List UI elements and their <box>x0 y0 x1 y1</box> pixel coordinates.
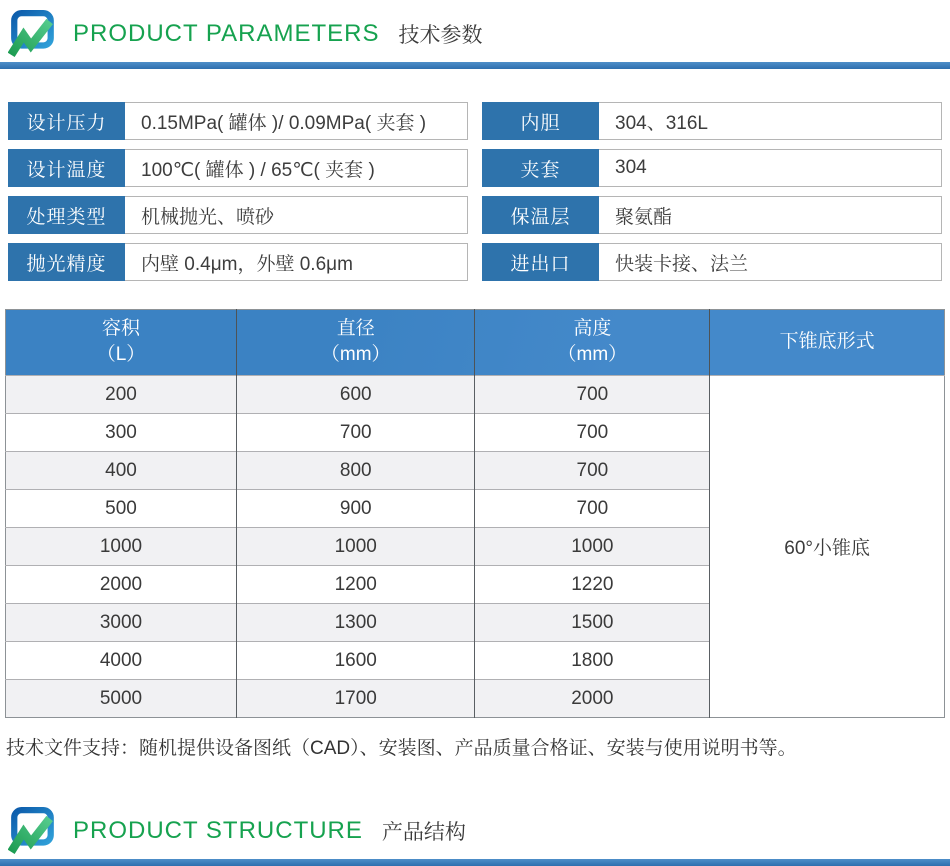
cone-type-cell: 60°小锥底 <box>710 376 945 718</box>
spec-value: 304、316L <box>599 102 942 140</box>
spec-label: 抛光精度 <box>8 243 125 281</box>
table-cell: 1000 <box>236 528 475 566</box>
table-cell: 200 <box>6 376 237 414</box>
table-cell: 700 <box>475 490 710 528</box>
table-cell: 700 <box>475 414 710 452</box>
spec-value: 快装卡接、法兰 <box>599 243 942 281</box>
column-header-line2: （mm） <box>320 343 391 365</box>
table-cell: 700 <box>475 376 710 414</box>
table-cell: 900 <box>236 490 475 528</box>
spec-label: 进出口 <box>482 243 599 281</box>
table-cell: 500 <box>6 490 237 528</box>
table-cell: 2000 <box>475 680 710 718</box>
table-cell: 700 <box>236 414 475 452</box>
table-cell: 600 <box>236 376 475 414</box>
section-title-en: PRODUCT STRUCTURE <box>73 816 363 844</box>
table-row <box>6 376 945 414</box>
column-header-cone-type <box>710 310 945 376</box>
spec-label: 保温层 <box>482 196 599 234</box>
parameters-section-header <box>0 0 950 62</box>
table-cell: 400 <box>6 452 237 490</box>
top-section-divider <box>0 62 950 69</box>
column-header-line2: （L） <box>96 343 146 365</box>
column-header-volume <box>6 310 237 376</box>
spec-value: 内壁 0.4μm，外壁 0.6μm <box>125 243 468 281</box>
column-header-line1: 直径 <box>336 318 375 339</box>
column-header-line1: 下锥底形式 <box>779 330 875 352</box>
structure-section <box>0 797 950 866</box>
table-cell: 5000 <box>6 680 237 718</box>
spec-row-treatment-type <box>8 196 468 234</box>
spec-row-polish-precision <box>8 243 468 281</box>
table-cell: 1600 <box>236 642 475 680</box>
column-header-line2: （mm） <box>557 343 628 365</box>
column-header-diameter <box>236 310 475 376</box>
spec-label: 夹套 <box>482 149 599 187</box>
table-header-row <box>6 310 945 376</box>
structure-section-header <box>0 797 950 859</box>
spec-value: 100℃( 罐体 ) / 65℃( 夹套 ) <box>125 149 468 187</box>
spec-label: 处理类型 <box>8 196 125 234</box>
spec-row-inlet-outlet <box>482 243 942 281</box>
spec-value: 304 <box>599 149 942 187</box>
table-cell: 300 <box>6 414 237 452</box>
section-title-zh: 技术参数 <box>398 23 483 47</box>
table-cell: 1000 <box>475 528 710 566</box>
table-cell: 700 <box>475 452 710 490</box>
size-table-head <box>6 310 945 376</box>
spec-label: 内胆 <box>482 102 599 140</box>
spec-row-jacket <box>482 149 942 187</box>
column-header-line1: 容积 <box>101 318 140 339</box>
table-cell: 1700 <box>236 680 475 718</box>
spec-row-design-pressure <box>8 102 468 140</box>
spec-row-inner-tank <box>482 102 942 140</box>
section-title-en: PRODUCT PARAMETERS <box>73 19 380 47</box>
spec-label: 设计温度 <box>8 149 125 187</box>
table-cell: 1300 <box>236 604 475 642</box>
table-cell: 1220 <box>475 566 710 604</box>
spec-value: 聚氨酯 <box>599 196 942 234</box>
spec-row-design-temperature <box>8 149 468 187</box>
size-table-body <box>6 376 945 718</box>
spec-value: 0.15MPa( 罐体 )/ 0.09MPa( 夹套 ) <box>125 102 468 140</box>
section-title-zh: 产品结构 <box>381 820 466 844</box>
column-header-height <box>475 310 710 376</box>
table-cell: 1800 <box>475 642 710 680</box>
table-cell: 1500 <box>475 604 710 642</box>
table-cell: 2000 <box>6 566 237 604</box>
brand-logo-icon <box>8 806 58 856</box>
column-header-line1: 高度 <box>573 318 612 339</box>
spec-grid <box>8 102 942 281</box>
spec-label: 设计压力 <box>8 102 125 140</box>
brand-logo-icon <box>8 9 58 59</box>
size-table <box>5 309 945 718</box>
table-cell: 3000 <box>6 604 237 642</box>
spec-row-insulation <box>482 196 942 234</box>
table-cell: 800 <box>236 452 475 490</box>
table-cell: 1200 <box>236 566 475 604</box>
table-cell: 4000 <box>6 642 237 680</box>
spec-value: 机械抛光、喷砂 <box>125 196 468 234</box>
table-cell: 1000 <box>6 528 237 566</box>
tech-support-note: 技术文件支持：随机提供设备图纸（CAD）、安装图、产品质量合格证、安装与使用说明书等。 <box>6 738 797 760</box>
